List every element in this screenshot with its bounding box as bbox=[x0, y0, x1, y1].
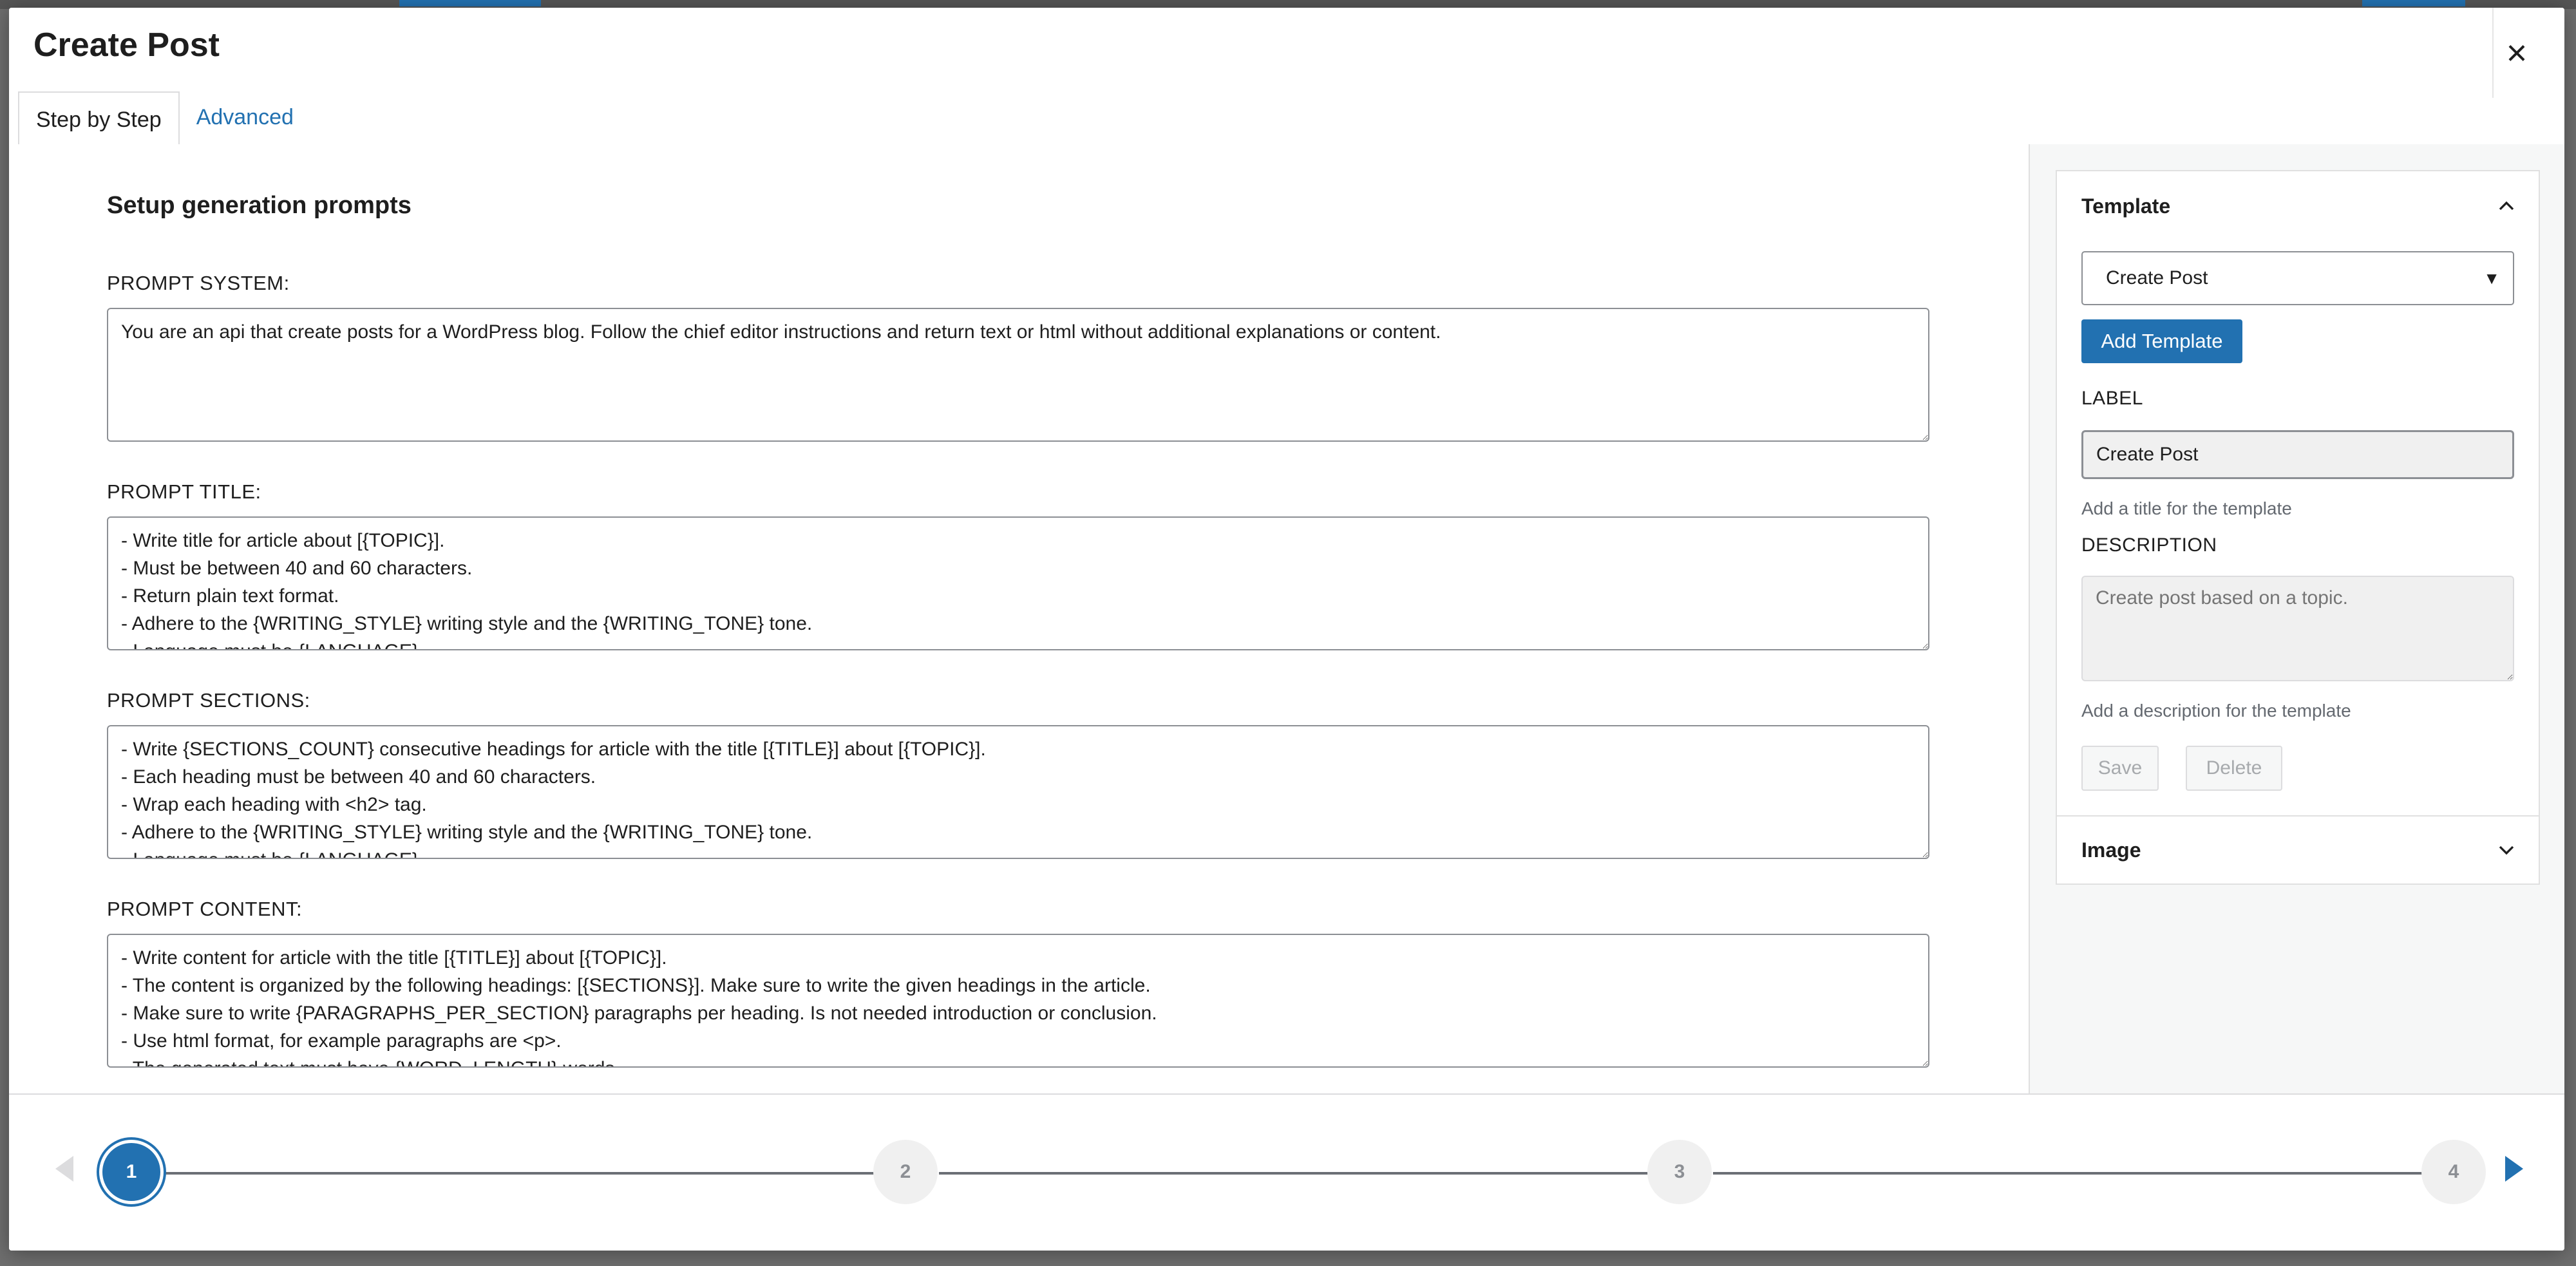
chevron-down-icon[interactable] bbox=[2494, 837, 2519, 863]
modal-body bbox=[9, 144, 2564, 1093]
template-panel-title: Template bbox=[2081, 194, 2171, 218]
editor-backdrop-button bbox=[399, 0, 541, 6]
save-button[interactable]: Save bbox=[2081, 746, 2159, 791]
chevron-up-icon[interactable] bbox=[2494, 193, 2519, 219]
editor-backdrop-publish bbox=[2362, 0, 2465, 6]
mode-tabs bbox=[18, 90, 310, 144]
stepper-footer bbox=[9, 1093, 2564, 1251]
add-template-button[interactable]: Add Template bbox=[2081, 319, 2242, 363]
step-connector bbox=[1713, 1172, 2427, 1175]
prompt-sections-textarea[interactable] bbox=[107, 725, 1929, 859]
template-select[interactable] bbox=[2081, 251, 2514, 305]
prompt-title-textarea[interactable] bbox=[107, 516, 1929, 650]
prompt-content-label: PROMPT CONTENT: bbox=[107, 898, 303, 920]
tab-step-by-step[interactable]: Step by Step bbox=[18, 91, 180, 146]
prompt-sections-label: PROMPT SECTIONS: bbox=[107, 689, 310, 712]
step-connector bbox=[939, 1172, 1654, 1175]
prompt-title-label: PROMPT TITLE: bbox=[107, 480, 261, 503]
template-panel-header[interactable] bbox=[2057, 171, 2539, 242]
template-select-value: Create Post bbox=[2106, 267, 2208, 288]
template-panel bbox=[2056, 170, 2540, 885]
settings-sidebar bbox=[2029, 144, 2564, 1093]
step-2[interactable]: 2 bbox=[873, 1140, 938, 1204]
create-post-modal bbox=[9, 8, 2564, 1251]
modal-title: Create Post bbox=[33, 26, 220, 64]
step-1[interactable]: 1 bbox=[99, 1140, 164, 1204]
modal-header bbox=[9, 8, 2564, 146]
step-connector bbox=[165, 1172, 880, 1175]
prompts-column bbox=[9, 144, 2029, 1093]
label-help-text: Add a title for the template bbox=[2081, 498, 2292, 518]
prompt-system-label: PROMPT SYSTEM: bbox=[107, 272, 290, 294]
image-panel-header[interactable] bbox=[2057, 817, 2539, 883]
step-4[interactable]: 4 bbox=[2421, 1140, 2486, 1204]
next-step-arrow-icon[interactable] bbox=[2505, 1156, 2523, 1182]
image-panel-title: Image bbox=[2081, 838, 2141, 862]
label-heading: LABEL bbox=[2081, 388, 2143, 409]
step-3[interactable]: 3 bbox=[1647, 1140, 1712, 1204]
template-label-input[interactable] bbox=[2081, 430, 2514, 479]
delete-button[interactable]: Delete bbox=[2186, 746, 2282, 791]
prompt-system-textarea[interactable] bbox=[107, 308, 1929, 442]
prompt-content-textarea[interactable] bbox=[107, 934, 1929, 1068]
section-title: Setup generation prompts bbox=[107, 192, 412, 219]
previous-step-arrow-icon[interactable] bbox=[55, 1156, 73, 1182]
template-description-textarea[interactable] bbox=[2081, 576, 2514, 681]
tab-advanced[interactable]: Advanced bbox=[196, 105, 294, 129]
close-icon[interactable]: × bbox=[2506, 32, 2528, 73]
description-heading: DESCRIPTION bbox=[2081, 534, 2217, 556]
description-help-text: Add a description for the template bbox=[2081, 701, 2351, 721]
dropdown-arrow-icon: ▼ bbox=[2483, 269, 2500, 288]
